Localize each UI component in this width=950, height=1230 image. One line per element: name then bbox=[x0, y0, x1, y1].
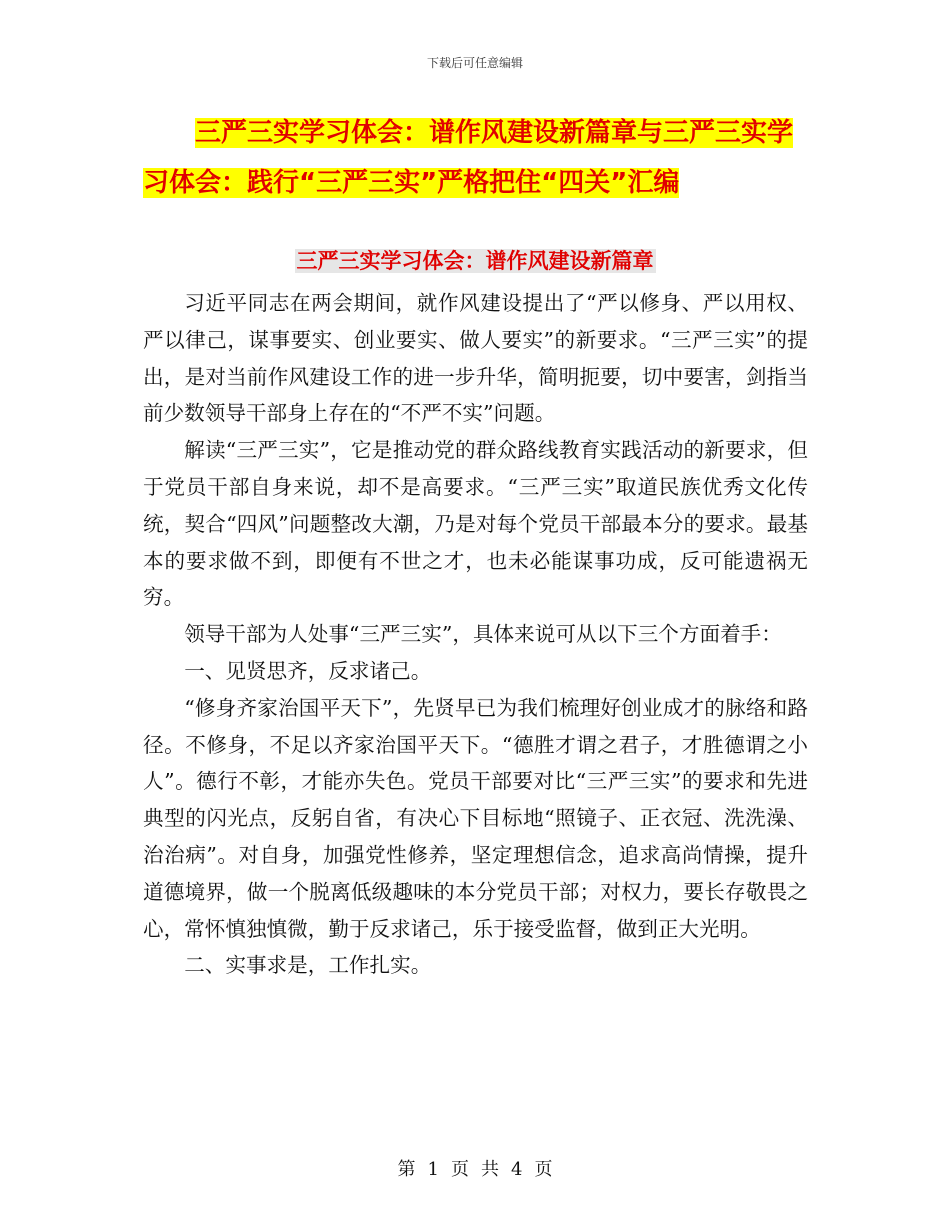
paragraph-heading: 一、见贤思齐，反求诸己。 bbox=[184, 658, 432, 683]
title-line-1: 三严三实学习体会：谱作风建设新篇章与三严三实学 bbox=[195, 118, 794, 148]
paragraph: 习近平同志在两会期间，就作风建设提出了“严以修身、严以用权、严以律己，谋事要实、创业要实、做人要实”的新要求。“三严三实”的提出，是对当前作风建设工作的进一步升华，简明扼要，切中要害，剑指当前少数领导干部身上存在的“不严不实”问题。 bbox=[143, 291, 808, 426]
footer-prefix: 第 bbox=[397, 1159, 416, 1180]
footer-total-word: 共 bbox=[481, 1159, 499, 1180]
title-line-2: 习体会：践行“三严三实”严格把住“四关”汇编 bbox=[143, 168, 680, 198]
footer-suffix: 页 bbox=[534, 1159, 553, 1180]
footer-page-number: 1 bbox=[427, 1159, 439, 1180]
page-footer bbox=[0, 1155, 950, 1181]
paragraph-heading: 二、实事求是，工作扎实。 bbox=[184, 953, 432, 978]
document-body bbox=[143, 285, 808, 984]
document-title bbox=[143, 108, 813, 208]
paragraph: “修身齐家治国平天下”，先贤早已为我们梳理好创业成才的脉络和路径。不修身，不足以齐家治国平天下。“德胜才谓之君子，才胜德谓之小人”。德行不彰，才能亦失色。党员干部要对比“三严三实”的要求和先进典型的闪光点，反躬自省，有决心下目标地“照镜子、正衣冠、洗洗澡、治治病”。对自身，加强党性修养，坚定理想信念，追求高尚情操，提升道德境界，做一个脱离低级趣味的本分党员干部；对权力，要长存敬畏之心，常怀慎独慎微，勤于反求诸己，乐于接受监督，做到正大光明。 bbox=[143, 695, 808, 941]
section-title-text: 三严三实学习体会：谱作风建设新篇章 bbox=[296, 249, 654, 273]
footer-page-word: 页 bbox=[451, 1159, 469, 1180]
paragraph: 解读“三严三实”，它是推动党的群众路线教育实践活动的新要求，但于党员干部自身来说，却不是高要求。“三严三实”取道民族优秀文化传统，契合“四风”问题整改大潮，乃是对每个党员干部最本分的要求。最基本的要求做不到，即便有不世之才，也未必能谋事功成，反可能遗祸无穷。 bbox=[143, 438, 808, 610]
footer-total-pages: 4 bbox=[511, 1159, 523, 1180]
paragraph: 领导干部为人处事“三严三实”，具体来说可从以下三个方面着手： bbox=[184, 622, 782, 647]
header-note: 下载后可任意编辑 bbox=[426, 56, 523, 70]
section-title bbox=[0, 245, 950, 277]
